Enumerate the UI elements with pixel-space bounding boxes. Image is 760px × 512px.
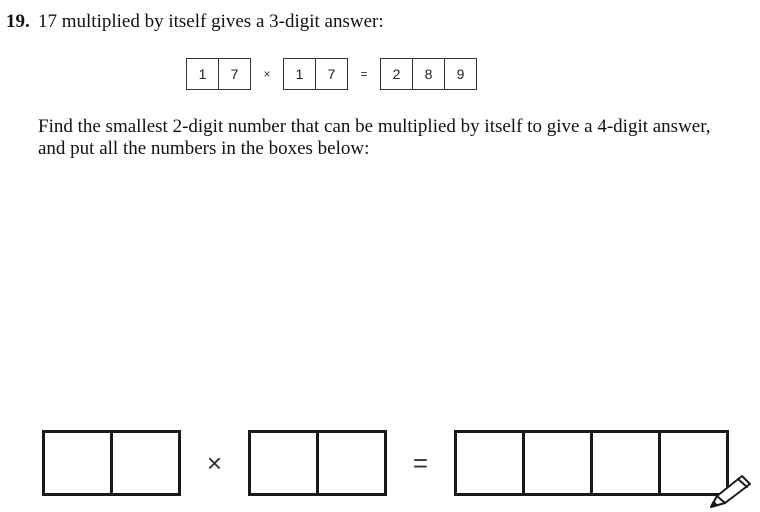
answer-digit-box[interactable] [45,433,113,493]
example-factor-2 [283,58,348,90]
question-number: 19. [6,11,30,32]
example-digit-box: 7 [327,66,336,82]
answer-digit-box[interactable] [319,433,384,493]
question-stem [6,10,384,34]
answer-digit-box[interactable] [525,433,593,493]
pencil-icon [708,472,754,510]
answer-digit-box[interactable] [251,433,319,493]
answer-factor-1 [42,430,181,496]
example-digit-box: 1 [284,59,316,89]
answer-digit-box[interactable] [113,433,178,493]
example-result [380,58,477,90]
instruction-text: Find the smallest 2-digit number that can be multiplied by itself to give a 4-digit answer, and put all the numbers in the boxes below: [38,116,711,159]
example-times-sign: × [263,67,271,81]
example-digit-box: 7 [230,66,239,82]
example-factor-1 [186,58,251,90]
answer-times-sign: × [206,447,223,478]
example-digit-box: 1 [187,59,219,89]
example-digit-box: 9 [456,66,465,82]
answer-digit-box[interactable] [457,433,525,493]
answer-result [454,430,729,496]
example-digit-box: 8 [413,59,445,89]
answer-equation [42,430,729,496]
example-digit-box: 2 [381,59,413,89]
question-text: 17 multiplied by itself gives a 3-digit answer: [38,11,384,32]
answer-equals-sign: = [412,447,429,478]
answer-digit-box[interactable] [593,433,661,493]
example-equals-sign: = [360,67,368,81]
answer-factor-2 [248,430,387,496]
example-equation [186,58,477,90]
